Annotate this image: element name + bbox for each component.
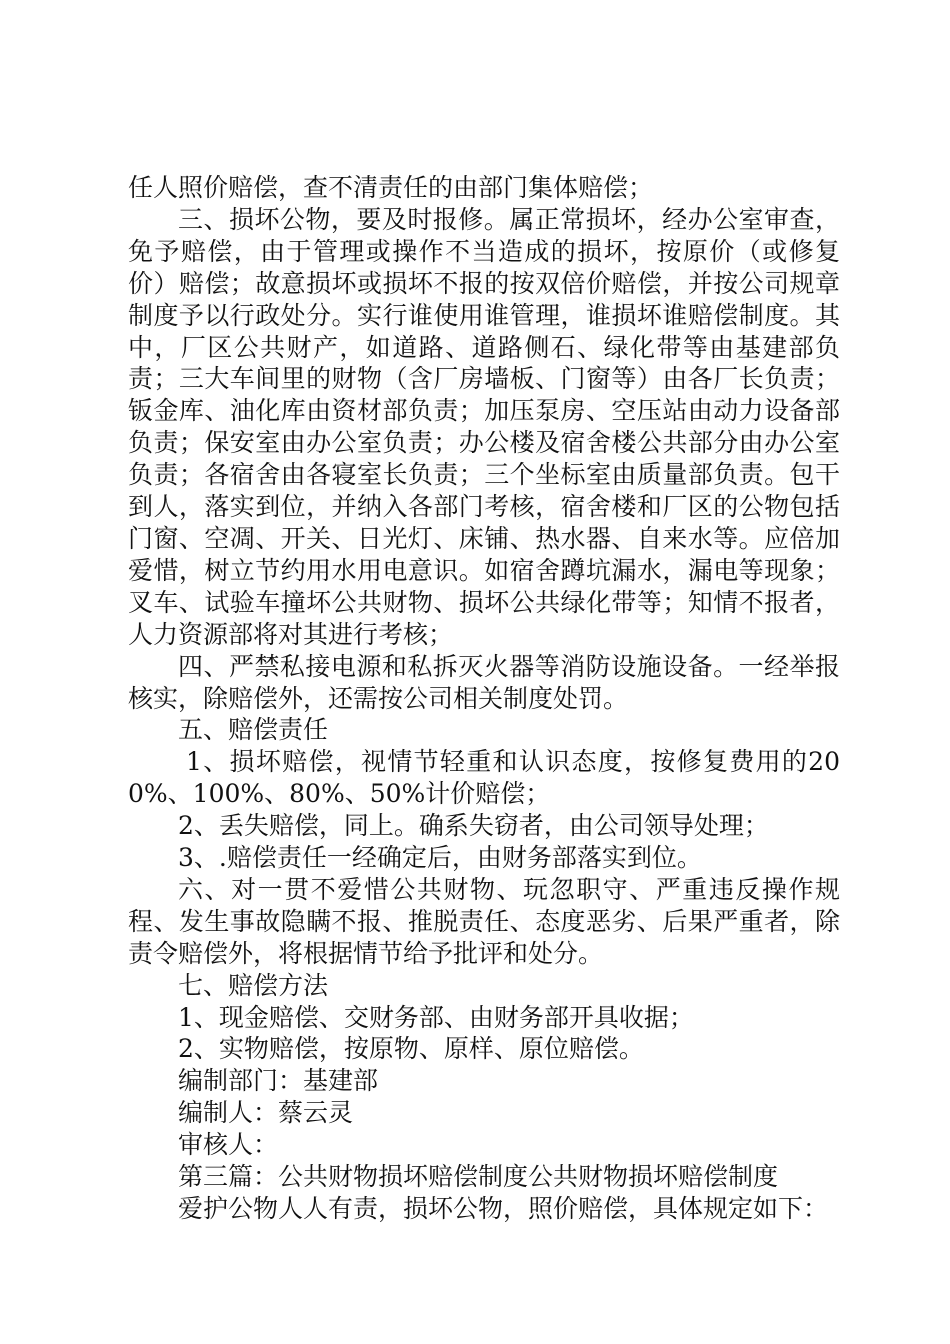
paragraph-damage-compensation: 1、损坏赔偿，视情节轻重和认识态度，按修复费用的200%、100%、80%、50%计价赔偿； <box>128 747 840 809</box>
paragraph-liability-implementation: 3、.赔偿责任一经确定后，由财务部落实到位。 <box>178 843 702 873</box>
paragraph-cash-compensation: 1、现金赔偿、交财务部、由财务部开具收据； <box>178 1002 694 1032</box>
section-heading-compensation-method: 七、赔偿方法 <box>178 970 329 1000</box>
paragraph-item-3: 三、损坏公物，要及时报修。属正常损坏，经办公室审查，免予赔偿，由于管理或操作不当造成的损坏，按原价（或修复价）赔偿；故意损坏或损坏不报的按双倍价赔偿，并按公司规章制度予以行政处分。实行谁使用谁管理，谁损坏谁赔偿制度。其中，厂区公共财产，如道路、道路侧石、绿化带等由基建部负责；三大车间里的财物（含厂房墙板、门窗等）由各厂长负责；钣金库、油化库由资材部负责；加压泵房、空压站由动力设备部负责；保安室由办公室负责；办公楼及宿舍楼公共部分由办公室负责；各宿舍由各寝室长负责；三个坐标室由质量部负责。包干到人，落实到位，并纳入各部门考核，宿舍楼和厂区的公物包括门窗、空凋、开关、日光灯、床铺、热水器、自来水等。应倍加爱惜，树立节约用水用电意识。如宿舍蹲坑漏水，漏电等现象；叉车、试验车撞坏公共财物、损坏公共绿化带等；知情不报者，人力资源部将对其进行考核； <box>128 204 840 649</box>
paragraph-continuation: 任人照价赔偿，查不清责任的由部门集体赔偿； <box>128 173 654 202</box>
compiling-department: 编制部门：基建部 <box>178 1066 379 1096</box>
paragraph-in-kind-compensation: 2、实物赔偿，按原物、原样、原位赔偿。 <box>178 1034 644 1064</box>
chapter-title: 第三篇：公共财物损坏赔偿制度公共财物损坏赔偿制度 <box>178 1162 779 1192</box>
paragraph-loss-compensation: 2、丢失赔偿，同上。确系失窃者，由公司领导处理； <box>178 811 769 841</box>
compiler: 编制人：蔡云灵 <box>178 1098 354 1128</box>
document-body <box>128 172 840 1225</box>
section-heading-compensation-liability: 五、赔偿责任 <box>178 715 329 745</box>
paragraph-item-6: 六、对一贯不爱惜公共财物、玩忽职守、严重违反操作规程、发生事故隐瞒不报、推脱责任、态度恶劣、后果严重者，除责令赔偿外，将根据情节给予批评和处分。 <box>128 874 840 968</box>
reviewer: 审核人： <box>178 1130 279 1160</box>
paragraph-item-4: 四、严禁私接电源和私拆灭火器等消防设施设备。一经举报核实，除赔偿外，还需按公司相关制度处罚。 <box>128 651 840 713</box>
paragraph-intro: 爱护公物人人有责，损坏公物，照价赔偿，具体规定如下： <box>178 1194 829 1223</box>
